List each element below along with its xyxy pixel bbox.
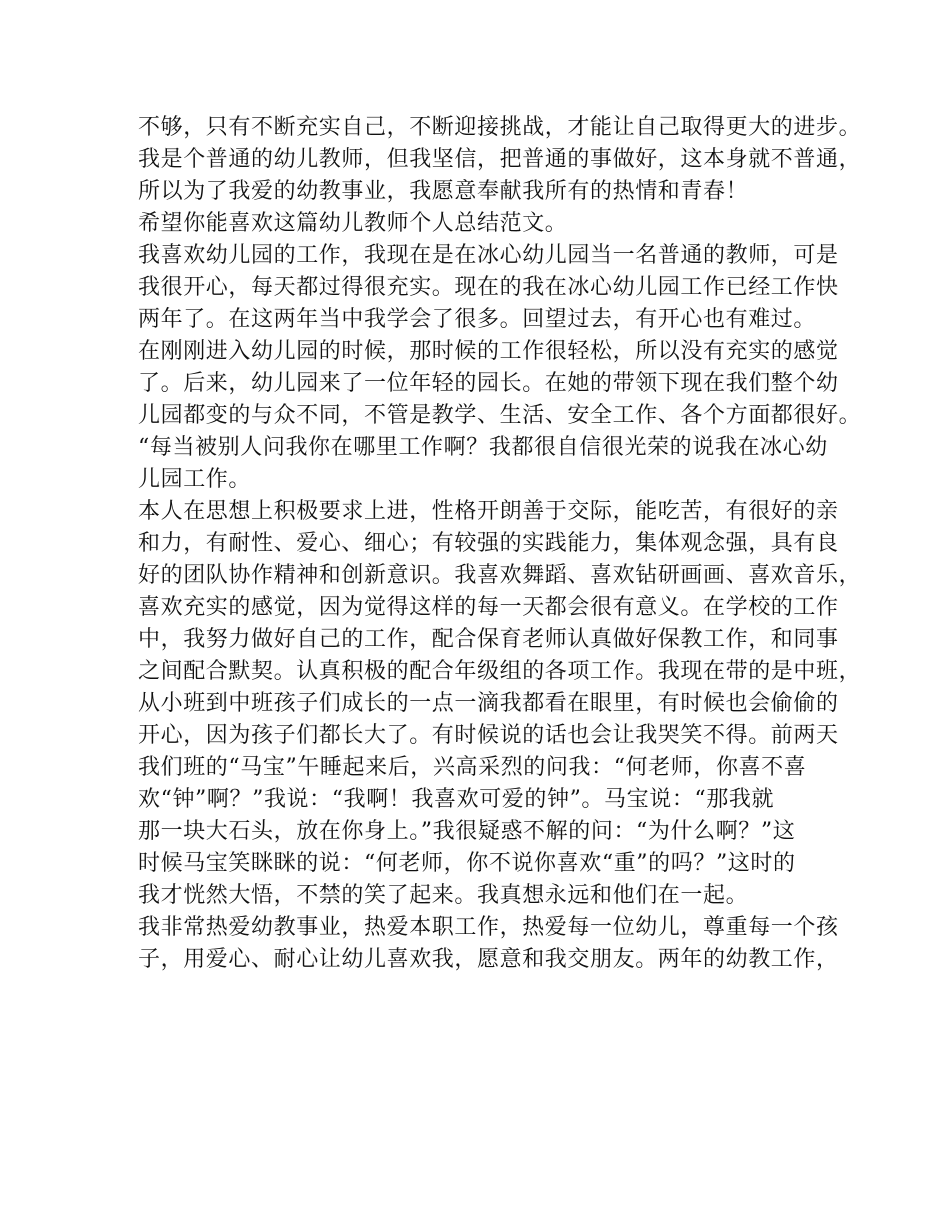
text-line-23: 那一块大石头，放在你身上。”我很疑惑不解的问：“为什么啊？”这	[138, 819, 796, 844]
text-line-11: “每当被别人问我你在哪里工作啊？我都很自信很光荣的说我在冰心幼	[138, 435, 828, 460]
text-line-25: 我才恍然大悟，不禁的笑了起来。我真想永远和他们在一起。	[138, 883, 749, 908]
text-line-16: 喜欢充实的感觉，因为觉得这样的每一天都会很有意义。在学校的工作	[138, 595, 839, 620]
text-line-14: 和力，有耐性、爱心、细心；有较强的实践能力，集体观念强，具有良	[138, 531, 839, 556]
text-line-18: 之间配合默契。认真积极的配合年级组的各项工作。我现在带的是中班，	[138, 659, 862, 684]
text-line-26: 我非常热爱幼教事业，热爱本职工作，热爱每一位幼儿，尊重每一个孩	[138, 915, 839, 940]
text-line-5: 我喜欢幼儿园的工作，我现在是在冰心幼儿园当一名普通的教师，可是	[138, 243, 839, 268]
text-line-20: 开心，因为孩子们都长大了。有时候说的话也会让我哭笑不得。前两天	[138, 723, 839, 748]
text-line-1: 不够，只有不断充实自己，不断迎接挑战，才能让自己取得更大的进步。	[138, 115, 862, 140]
text-line-3: 所以为了我爱的幼教事业，我愿意奉献我所有的热情和青春！	[138, 179, 749, 204]
text-line-9: 了。后来，幼儿园来了一位年轻的园长。在她的带领下现在我们整个幼	[138, 371, 839, 396]
text-line-24: 时候马宝笑眯眯的说：“何老师，你不说你喜欢“重”的吗？”这时的	[138, 851, 796, 876]
document-body	[138, 112, 862, 976]
text-line-4: 希望你能喜欢这篇幼儿教师个人总结范文。	[138, 211, 568, 236]
text-line-15: 好的团队协作精神和创新意识。我喜欢舞蹈、喜欢钻研画画、喜欢音乐，	[138, 563, 862, 588]
text-line-8: 在刚刚进入幼儿园的时候，那时候的工作很轻松，所以没有充实的感觉	[138, 339, 839, 364]
text-line-21: 我们班的“马宝”午睡起来后，兴高采烈的问我：“何老师，你喜不喜	[138, 755, 807, 780]
text-line-10: 儿园都变的与众不同，不管是教学、生活、安全工作、各个方面都很好。	[138, 403, 862, 428]
text-line-27: 子，用爱心、耐心让幼儿喜欢我，愿意和我交朋友。两年的幼教工作，	[138, 947, 839, 972]
text-line-12: 儿园工作。	[138, 467, 252, 492]
text-line-6: 我很开心，每天都过得很充实。现在的我在冰心幼儿园工作已经工作快	[138, 275, 839, 300]
text-line-7: 两年了。在这两年当中我学会了很多。回望过去，有开心也有难过。	[138, 307, 817, 332]
text-line-19: 从小班到中班孩子们成长的一点一滴我都看在眼里，有时候也会偷偷的	[138, 691, 839, 716]
text-line-13: 本人在思想上积极要求上进，性格开朗善于交际，能吃苦，有很好的亲	[138, 499, 839, 524]
text-line-17: 中，我努力做好自己的工作，配合保育老师认真做好保教工作，和同事	[138, 627, 839, 652]
text-line-22: 欢“钟”啊？”我说：“我啊！我喜欢可爱的钟”。马宝说：“那我就	[138, 787, 775, 812]
text-line-2: 我是个普通的幼儿教师，但我坚信，把普通的事做好，这本身就不普通，	[138, 147, 862, 172]
